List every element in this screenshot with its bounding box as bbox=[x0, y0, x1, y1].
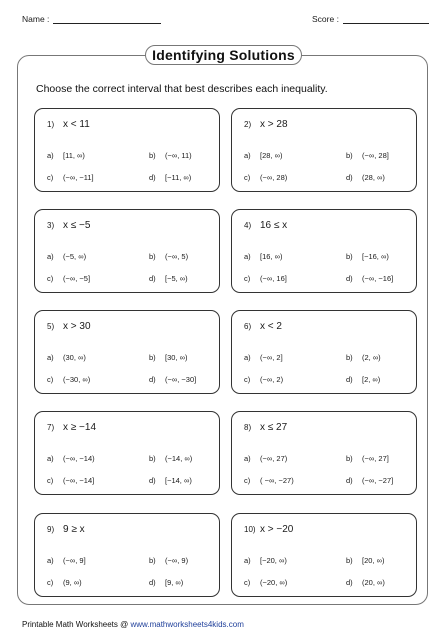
option-letter: d) bbox=[149, 375, 156, 384]
problem-inequality: x < 2 bbox=[260, 321, 282, 332]
answer-option[interactable] bbox=[47, 274, 90, 283]
problem-number: 1) bbox=[47, 120, 55, 129]
footer-site: www.mathworksheets4kids.com bbox=[130, 620, 244, 629]
option-letter: c) bbox=[47, 173, 54, 182]
option-letter: a) bbox=[47, 353, 54, 362]
answer-option[interactable] bbox=[47, 375, 90, 384]
problem-inequality: 16 ≤ x bbox=[260, 220, 288, 231]
problem-number: 10) bbox=[244, 525, 256, 534]
option-interval: [2, ∞) bbox=[362, 375, 381, 384]
problem-inequality: 9 ≥ x bbox=[63, 524, 85, 535]
option-letter: d) bbox=[149, 578, 156, 587]
problem-question bbox=[244, 220, 287, 231]
option-letter: c) bbox=[244, 274, 251, 283]
option-interval: (−∞, −16] bbox=[362, 274, 394, 283]
option-interval: [16, ∞) bbox=[260, 252, 283, 261]
option-letter: a) bbox=[244, 353, 251, 362]
option-letter: c) bbox=[244, 578, 251, 587]
option-interval: [30, ∞) bbox=[165, 353, 188, 362]
problem-inequality: x > 28 bbox=[260, 119, 288, 130]
option-letter: c) bbox=[47, 274, 54, 283]
problem-number: 2) bbox=[244, 120, 252, 129]
option-letter: a) bbox=[244, 454, 251, 463]
answer-option[interactable] bbox=[244, 454, 287, 463]
option-letter: b) bbox=[346, 353, 353, 362]
option-interval: (−∞, 2) bbox=[260, 375, 284, 384]
option-interval: (−∞, 16] bbox=[260, 274, 287, 283]
option-letter: b) bbox=[149, 556, 156, 565]
option-letter: c) bbox=[47, 375, 54, 384]
option-interval: (−5, ∞) bbox=[63, 252, 87, 261]
option-interval: [−20, ∞) bbox=[260, 556, 287, 565]
option-interval: (−∞, 9] bbox=[63, 556, 86, 565]
option-letter: c) bbox=[47, 578, 54, 587]
answer-option[interactable] bbox=[244, 375, 283, 384]
problem-card bbox=[34, 108, 220, 192]
answer-option[interactable] bbox=[149, 274, 188, 283]
option-interval: (−∞, 27] bbox=[362, 454, 389, 463]
answer-option[interactable] bbox=[149, 476, 192, 485]
answer-option[interactable] bbox=[244, 556, 287, 565]
option-interval: [−11, ∞) bbox=[165, 173, 192, 182]
answer-option[interactable] bbox=[149, 556, 188, 565]
option-interval: (−∞, 11) bbox=[165, 151, 192, 160]
answer-option[interactable] bbox=[149, 173, 191, 182]
option-letter: a) bbox=[47, 454, 54, 463]
problem-card bbox=[231, 411, 417, 495]
name-field[interactable] bbox=[22, 14, 161, 24]
answer-option[interactable] bbox=[244, 476, 294, 485]
answer-option[interactable] bbox=[346, 578, 385, 587]
option-interval: (20, ∞) bbox=[362, 578, 385, 587]
answer-option[interactable] bbox=[346, 274, 393, 283]
problem-card bbox=[231, 209, 417, 293]
problem-number: 9) bbox=[47, 525, 55, 534]
answer-option[interactable] bbox=[346, 476, 393, 485]
option-letter: a) bbox=[47, 556, 54, 565]
answer-option[interactable] bbox=[346, 454, 389, 463]
option-interval: [−16, ∞) bbox=[362, 252, 389, 261]
answer-option[interactable] bbox=[346, 252, 389, 261]
problem-number: 7) bbox=[47, 423, 55, 432]
instructions: Choose the correct interval that best describes each inequality. bbox=[36, 83, 328, 95]
option-interval: (−∞, −14] bbox=[63, 476, 95, 485]
option-interval: [28, ∞) bbox=[260, 151, 283, 160]
option-interval: [−5, ∞) bbox=[165, 274, 188, 283]
footer bbox=[22, 620, 244, 629]
option-interval: [11, ∞) bbox=[63, 151, 85, 160]
option-interval: (−∞, 9) bbox=[165, 556, 189, 565]
option-letter: d) bbox=[346, 578, 353, 587]
answer-option[interactable] bbox=[244, 252, 282, 261]
problem-question bbox=[244, 422, 287, 433]
option-letter: b) bbox=[346, 556, 353, 565]
option-letter: d) bbox=[346, 274, 353, 283]
option-letter: c) bbox=[244, 173, 251, 182]
problem-number: 8) bbox=[244, 423, 252, 432]
option-interval: (2, ∞) bbox=[362, 353, 381, 362]
problem-question bbox=[244, 321, 282, 332]
answer-option[interactable] bbox=[346, 173, 385, 182]
option-interval: ( −∞, −27) bbox=[260, 476, 294, 485]
option-interval: (−20, ∞) bbox=[260, 578, 288, 587]
option-interval: [−14, ∞) bbox=[165, 476, 192, 485]
option-letter: c) bbox=[47, 476, 54, 485]
option-letter: d) bbox=[346, 173, 353, 182]
answer-option[interactable] bbox=[149, 151, 192, 160]
answer-option[interactable] bbox=[149, 375, 196, 384]
option-letter: b) bbox=[149, 454, 156, 463]
answer-option[interactable] bbox=[47, 454, 95, 463]
answer-option[interactable] bbox=[346, 353, 381, 362]
problem-number: 4) bbox=[244, 221, 252, 230]
problem-question bbox=[47, 321, 91, 332]
option-interval: (28, ∞) bbox=[362, 173, 385, 182]
option-letter: d) bbox=[346, 375, 353, 384]
option-interval: (−∞, 28] bbox=[362, 151, 389, 160]
answer-option[interactable] bbox=[244, 151, 282, 160]
problem-inequality: x < 11 bbox=[63, 119, 90, 130]
problem-question bbox=[47, 422, 96, 433]
option-letter: b) bbox=[346, 151, 353, 160]
answer-option[interactable] bbox=[149, 454, 192, 463]
answer-option[interactable] bbox=[149, 353, 187, 362]
answer-option[interactable] bbox=[244, 173, 287, 182]
answer-option[interactable] bbox=[47, 353, 86, 362]
option-interval: (9, ∞) bbox=[63, 578, 82, 587]
answer-option[interactable] bbox=[346, 151, 389, 160]
option-letter: b) bbox=[346, 454, 353, 463]
option-letter: d) bbox=[149, 476, 156, 485]
problem-number: 5) bbox=[47, 322, 55, 331]
option-letter: d) bbox=[149, 274, 156, 283]
answer-option[interactable] bbox=[149, 252, 188, 261]
score-label: Score : bbox=[312, 14, 339, 24]
option-interval: [9, ∞) bbox=[165, 578, 184, 587]
option-letter: a) bbox=[244, 556, 251, 565]
footer-prefix: Printable Math Worksheets @ bbox=[22, 620, 129, 629]
option-letter: c) bbox=[244, 476, 251, 485]
problem-question bbox=[47, 220, 90, 231]
problem-question bbox=[47, 119, 90, 130]
worksheet-title: Identifying Solutions bbox=[145, 45, 302, 65]
answer-option[interactable] bbox=[346, 375, 380, 384]
problem-card bbox=[34, 310, 220, 394]
problem-inequality: x > −20 bbox=[260, 524, 294, 535]
option-letter: d) bbox=[149, 173, 156, 182]
problem-number: 3) bbox=[47, 221, 55, 230]
name-line[interactable] bbox=[53, 14, 161, 24]
problem-inequality: x ≤ 27 bbox=[260, 422, 288, 433]
problem-question bbox=[244, 524, 293, 535]
option-interval: (−∞, 28) bbox=[260, 173, 288, 182]
answer-option[interactable] bbox=[47, 476, 94, 485]
problem-card bbox=[231, 108, 417, 192]
answer-option[interactable] bbox=[346, 556, 384, 565]
option-interval: (−∞, −5] bbox=[63, 274, 91, 283]
score-field[interactable] bbox=[312, 14, 429, 24]
answer-option[interactable] bbox=[244, 274, 287, 283]
option-interval: (30, ∞) bbox=[63, 353, 86, 362]
option-letter: b) bbox=[346, 252, 353, 261]
option-interval: (−∞, 27) bbox=[260, 454, 288, 463]
option-letter: b) bbox=[149, 252, 156, 261]
answer-option[interactable] bbox=[47, 578, 82, 587]
answer-option[interactable] bbox=[47, 556, 86, 565]
option-letter: b) bbox=[149, 353, 156, 362]
problem-question bbox=[244, 119, 288, 130]
option-interval: (−∞, −14) bbox=[63, 454, 95, 463]
option-letter: d) bbox=[346, 476, 353, 485]
problem-card bbox=[231, 513, 417, 597]
problem-inequality: x ≥ −14 bbox=[63, 422, 97, 433]
problem-number: 6) bbox=[244, 322, 252, 331]
problem-card bbox=[231, 310, 417, 394]
answer-option[interactable] bbox=[47, 151, 85, 160]
option-interval: (−30, ∞) bbox=[63, 375, 91, 384]
name-label: Name : bbox=[22, 14, 50, 24]
option-interval: [20, ∞) bbox=[362, 556, 385, 565]
answer-option[interactable] bbox=[244, 578, 287, 587]
problem-inequality: x ≤ −5 bbox=[63, 220, 91, 231]
problem-card bbox=[34, 209, 220, 293]
option-letter: a) bbox=[244, 151, 251, 160]
problem-question bbox=[47, 524, 85, 535]
option-letter: a) bbox=[47, 151, 54, 160]
problem-card bbox=[34, 411, 220, 495]
option-letter: c) bbox=[244, 375, 251, 384]
option-letter: a) bbox=[47, 252, 54, 261]
option-interval: (−∞, −27] bbox=[362, 476, 394, 485]
answer-option[interactable] bbox=[149, 578, 183, 587]
option-letter: a) bbox=[244, 252, 251, 261]
problem-card bbox=[34, 513, 220, 597]
option-interval: (−14, ∞) bbox=[165, 454, 193, 463]
option-interval: (−∞, 2] bbox=[260, 353, 283, 362]
problem-inequality: x > 30 bbox=[63, 321, 91, 332]
option-interval: (−∞, −30] bbox=[165, 375, 197, 384]
option-interval: (−∞, 5) bbox=[165, 252, 189, 261]
score-line[interactable] bbox=[343, 14, 429, 24]
option-interval: (−∞, −11] bbox=[63, 173, 94, 182]
option-letter: b) bbox=[149, 151, 156, 160]
answer-option[interactable] bbox=[47, 252, 86, 261]
answer-option[interactable] bbox=[244, 353, 283, 362]
answer-option[interactable] bbox=[47, 173, 94, 182]
